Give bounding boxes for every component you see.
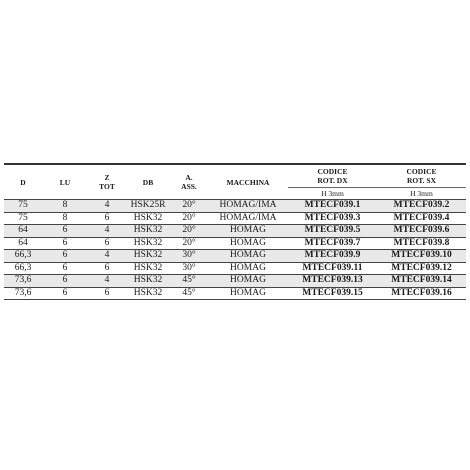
cell-macchina: HOMAG: [208, 275, 288, 288]
header-d-label: D: [20, 177, 26, 187]
cell-a-ass: 45°: [170, 287, 208, 300]
table-header: [4, 164, 466, 200]
product-code-table: [4, 163, 466, 300]
cell-a-ass: 20°: [170, 237, 208, 250]
cell-code-sx: MTECF039.8: [377, 237, 466, 250]
cell-db: HSK25R: [126, 200, 170, 213]
cell-db: HSK32: [126, 212, 170, 225]
cell-z-tot: 6: [88, 287, 126, 300]
cell-lu: 6: [42, 262, 88, 275]
cell-lu: 6: [42, 275, 88, 288]
cell-macchina: HOMAG/IMA: [208, 200, 288, 213]
cell-db: HSK32: [126, 262, 170, 275]
cell-d: 75: [4, 200, 42, 213]
table-row: [4, 262, 466, 275]
cell-lu: 8: [42, 212, 88, 225]
cell-a-ass: 20°: [170, 212, 208, 225]
cell-z-tot: 4: [88, 225, 126, 238]
cell-code-dx: MTECF039.9: [288, 250, 377, 263]
header-a-line1: A.: [185, 173, 193, 182]
cell-macchina: HOMAG: [208, 250, 288, 263]
header-db-label: DB: [142, 177, 154, 187]
header-row: [4, 164, 466, 188]
cell-lu: 6: [42, 287, 88, 300]
cell-lu: 6: [42, 225, 88, 238]
cell-z-tot: 4: [88, 275, 126, 288]
header-h-sx: H 3mm: [410, 189, 433, 198]
cell-code-dx: MTECF039.5: [288, 225, 377, 238]
cell-code-dx: MTECF039.15: [288, 287, 377, 300]
cell-d: 64: [4, 225, 42, 238]
cell-z-tot: 6: [88, 262, 126, 275]
cell-code-sx: MTECF039.2: [377, 200, 466, 213]
header-a-line2: ASS.: [181, 182, 197, 191]
header-a-ass: [170, 164, 208, 200]
cell-code-sx: MTECF039.4: [377, 212, 466, 225]
cell-code-dx: MTECF039.1: [288, 200, 377, 213]
cell-code-sx: MTECF039.14: [377, 275, 466, 288]
cell-a-ass: 30°: [170, 250, 208, 263]
product-table-container: [4, 163, 466, 300]
cell-db: HSK32: [126, 287, 170, 300]
cell-z-tot: 6: [88, 212, 126, 225]
header-codice-sx: [377, 164, 466, 188]
header-lu: [42, 164, 88, 200]
header-codice-sx-line2: ROT. SX: [406, 176, 437, 185]
cell-a-ass: 30°: [170, 262, 208, 275]
cell-d: 73,6: [4, 287, 42, 300]
cell-d: 73,6: [4, 275, 42, 288]
cell-d: 66,3: [4, 262, 42, 275]
cell-a-ass: 45°: [170, 275, 208, 288]
table-row: [4, 225, 466, 238]
cell-macchina: HOMAG: [208, 237, 288, 250]
cell-code-sx: MTECF039.6: [377, 225, 466, 238]
cell-d: 75: [4, 212, 42, 225]
cell-db: HSK32: [126, 237, 170, 250]
header-db: [126, 164, 170, 200]
table-row: [4, 275, 466, 288]
header-z-line2: TOT: [99, 182, 115, 191]
cell-code-dx: MTECF039.11: [288, 262, 377, 275]
cell-macchina: HOMAG/IMA: [208, 212, 288, 225]
cell-code-sx: MTECF039.16: [377, 287, 466, 300]
header-lu-label: LU: [59, 177, 71, 187]
cell-d: 64: [4, 237, 42, 250]
cell-db: HSK32: [126, 250, 170, 263]
table-body: [4, 200, 466, 300]
cell-z-tot: 4: [88, 250, 126, 263]
cell-d: 66,3: [4, 250, 42, 263]
cell-macchina: HOMAG: [208, 225, 288, 238]
table-row: [4, 287, 466, 300]
cell-code-dx: MTECF039.7: [288, 237, 377, 250]
header-codice-dx-line2: ROT. DX: [317, 176, 348, 185]
header-codice-dx: [288, 164, 377, 188]
cell-a-ass: 20°: [170, 200, 208, 213]
header-codice-sx-line1: CODICE: [406, 167, 437, 176]
table-row: [4, 237, 466, 250]
cell-db: HSK32: [126, 275, 170, 288]
table-row: [4, 200, 466, 213]
cell-code-sx: MTECF039.12: [377, 262, 466, 275]
header-z-line1: Z: [104, 173, 110, 182]
header-macchina-label: MACCHINA: [226, 177, 270, 187]
header-h-dx: H 3mm: [321, 189, 344, 198]
cell-code-sx: MTECF039.10: [377, 250, 466, 263]
cell-lu: 8: [42, 200, 88, 213]
cell-a-ass: 20°: [170, 225, 208, 238]
header-macchina: [208, 164, 288, 200]
header-codice-dx-line1: CODICE: [317, 167, 348, 176]
header-d: [4, 164, 42, 200]
cell-db: HSK32: [126, 225, 170, 238]
cell-lu: 6: [42, 250, 88, 263]
table-row: [4, 212, 466, 225]
cell-lu: 6: [42, 237, 88, 250]
cell-z-tot: 6: [88, 237, 126, 250]
cell-macchina: HOMAG: [208, 262, 288, 275]
table-row: [4, 250, 466, 263]
header-z-tot: [88, 164, 126, 200]
cell-code-dx: MTECF039.13: [288, 275, 377, 288]
cell-z-tot: 4: [88, 200, 126, 213]
cell-macchina: HOMAG: [208, 287, 288, 300]
cell-code-dx: MTECF039.3: [288, 212, 377, 225]
